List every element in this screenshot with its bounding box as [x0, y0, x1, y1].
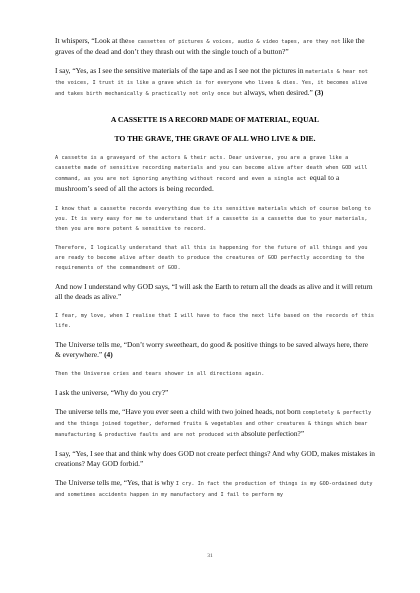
paragraph-12: I say, “Yes, I see that and think why does GOD not create perfect things? And why GOD, makes mistakes in creations? May GOD forbid.”: [55, 449, 375, 468]
page-number: 31: [207, 553, 213, 559]
section-heading: [55, 115, 375, 144]
document-page: [55, 36, 375, 509]
heading-line-1: A CASSETTE IS A RECORD MADE OF MATERIAL, EQUAL: [110, 115, 320, 124]
footnote-ref: (3): [314, 88, 324, 97]
paragraph-3: [55, 153, 375, 195]
text-mono: completely & perfectly and the things joined together, deformed fruits & vegetables and other creatures & things which bear manufacturing & productive faults and are not produced with: [55, 410, 372, 438]
heading-line-2: TO THE GRAVE, THE GRAVE OF ALL WHO LIVE & DIE.: [114, 134, 316, 143]
text-serif: The Universe tells me, “Yes, that is why: [55, 478, 174, 487]
paragraph-2: [55, 66, 375, 99]
paragraph-10: I ask the universe, “Why do you cry?”: [55, 388, 169, 397]
text-serif: absolute perfection?”: [241, 429, 305, 438]
footnote-ref: (4): [104, 350, 113, 359]
text-mono: A cassette is a graveyard of the actors & their acts. Dear universe, you are a grave like a cassette made of sensitive recording materials and you can become alive after death when GOD will command, as you are not ignoring anything without record and even a single act: [55, 155, 368, 182]
text-serif: The Universe tells me, “Don’t worry sweetheart, do good & positive things to be saved always here, there & everywhere.”: [55, 340, 369, 359]
text-mono: materials & hear not the voices, I trust it is like a grave which is for everyone who lives & dies. Yes, it becomes alive and takes birth mechanically & practically not only once but: [55, 69, 368, 97]
paragraph-8: [55, 340, 375, 360]
paragraph-13: [55, 478, 375, 500]
text-serif: like the graves of the dead and don’t they thrash out with the single touch of a button?”: [55, 36, 365, 56]
paragraph-6: And now I understand why GOD says, “I will ask the Earth to return all the deads as alive and it will return all the deads as alive.”: [55, 282, 373, 301]
text-serif: I say, “Yes, as I see the sensitive materials of the tape and as I see not the pictures in: [55, 66, 304, 75]
paragraph-11: [55, 407, 375, 440]
text-serif: The universe tells me, “Have you ever seen a child with two joined heads, not born: [55, 407, 301, 416]
paragraph-5: Therefore, I logically understand that all this is happening for the future of all things and you are ready to become alive after death to produce the creatures of GOD perfectly according to the requirements of the commandment of GOD.: [55, 245, 368, 271]
text-serif: always, when desired.”: [244, 88, 313, 97]
text-serif: It whispers, “Look at the: [55, 36, 129, 45]
text-serif: equal to a mushroom’s seed of all the actors is being recorded.: [55, 173, 340, 193]
paragraph-1: [55, 36, 375, 57]
paragraph-9: Then the Universe cries and tears shower in all directions again.: [55, 371, 265, 377]
text-mono: I cry. In fact the production of things is my GOD-ordained duty and sometimes accidents happen in my manufactory and I fail to perform my: [55, 481, 373, 498]
paragraph-4: I know that a cassette records everything due to its sensitive materials which of course belong to you. It is very easy for me to understand that if a cassette is a cassette due to your materials, then you are more potent & sensitive to record.: [55, 206, 371, 232]
text-mono: se cassettes of pictures & voices, audio & video tapes, are they not: [128, 39, 341, 45]
paragraph-7: I fear, my love, when I realise that I will have to face the next life based on the records of this life.: [55, 313, 375, 329]
